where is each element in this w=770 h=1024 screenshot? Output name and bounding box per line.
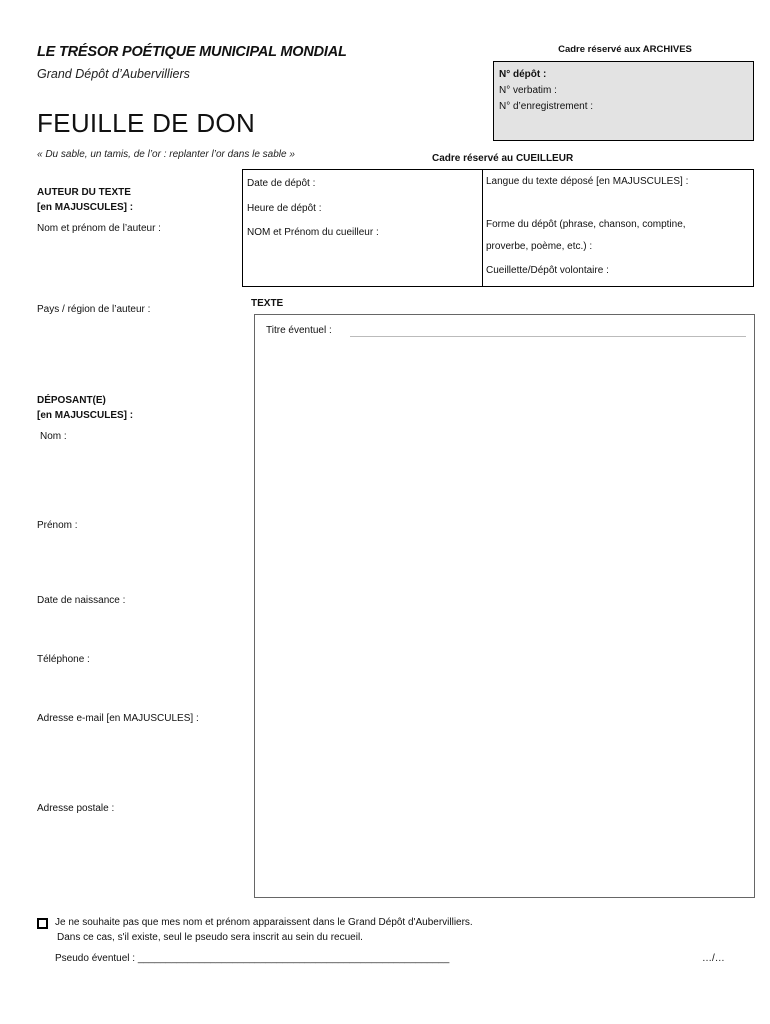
organization-title: LE TRÉSOR POÉTIQUE MUNICIPAL MONDIAL xyxy=(37,44,347,60)
page-continuation-mark: …/… xyxy=(702,953,725,964)
archives-box xyxy=(493,61,754,141)
cueilleur-divider xyxy=(482,169,483,287)
depositor-address-field[interactable]: Adresse postale : xyxy=(37,803,115,814)
deposit-time-field[interactable]: Heure de dépôt : xyxy=(247,203,322,214)
verbatim-number-field[interactable]: N° verbatim : xyxy=(499,85,557,96)
author-heading: AUTEUR DU TEXTE [en MAJUSCULES] : xyxy=(37,187,134,213)
title-label: Titre éventuel : xyxy=(266,325,332,336)
document-title: FEUILLE DE DON xyxy=(37,108,256,138)
depositor-first-name-field[interactable]: Prénom : xyxy=(37,520,78,531)
text-section-caption: TEXTE xyxy=(251,298,284,309)
author-name-field[interactable]: Nom et prénom de l’auteur : xyxy=(37,223,161,234)
collection-type-field[interactable]: Cueillette/Dépôt volontaire : xyxy=(486,265,609,276)
depositor-phone-field[interactable]: Téléphone : xyxy=(37,654,90,665)
motto: « Du sable, un tamis, de l’or : replanter l’or dans le sable » xyxy=(37,149,295,160)
organization-subtitle: Grand Dépôt d’Aubervilliers xyxy=(37,67,190,81)
anonymity-checkbox[interactable] xyxy=(37,918,48,929)
anonymity-option-label: Je ne souhaite pas que mes nom et prénom apparaissent dans le Grand Dépôt d'Aubervilliers. xyxy=(55,917,473,928)
anonymity-option-note: Dans ce cas, s'il existe, seul le pseudo sera inscrit au sein du recueil. xyxy=(57,932,363,943)
registration-number-field[interactable]: N° d’enregistrement : xyxy=(499,101,594,112)
archives-caption: Cadre réservé aux ARCHIVES xyxy=(558,44,692,55)
author-country-field[interactable]: Pays / région de l’auteur : xyxy=(37,304,151,315)
depositor-email-field[interactable]: Adresse e-mail [en MAJUSCULES] : xyxy=(37,713,199,724)
deposit-date-field[interactable]: Date de dépôt : xyxy=(247,178,316,189)
depositor-heading: DÉPOSANT(E) [en MAJUSCULES] : xyxy=(37,395,134,421)
text-input-area[interactable] xyxy=(254,314,755,898)
depot-number-field[interactable]: N° dépôt : xyxy=(499,69,547,80)
depositor-last-name-field[interactable]: Nom : xyxy=(40,431,67,442)
title-input-line[interactable] xyxy=(350,336,746,337)
deposit-form-field-continued: proverbe, poème, etc.) : xyxy=(486,241,593,252)
deposit-form-field[interactable]: Forme du dépôt (phrase, chanson, comptine, xyxy=(486,219,686,230)
collector-name-field[interactable]: NOM et Prénom du cueilleur : xyxy=(247,227,379,238)
pseudonym-field[interactable]: Pseudo éventuel : ________________________________________________________ xyxy=(55,953,450,964)
cueilleur-caption: Cadre réservé au CUEILLEUR xyxy=(432,153,574,164)
language-field[interactable]: Langue du texte déposé [en MAJUSCULES] : xyxy=(486,176,689,187)
depositor-birthdate-field[interactable]: Date de naissance : xyxy=(37,595,126,606)
